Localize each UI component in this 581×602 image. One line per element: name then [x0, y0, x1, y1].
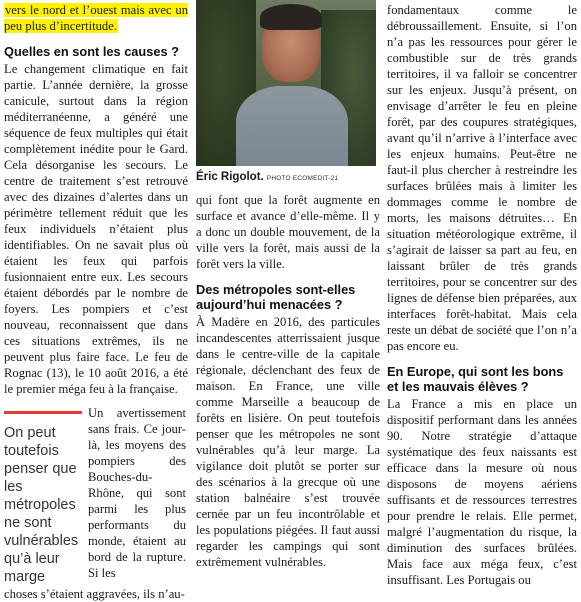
question-heading-europe: En Europe, qui sont les bons et les mauvais élèves ? — [387, 364, 564, 394]
photo-caption — [196, 170, 380, 186]
body-paragraph-strategy: fondamentaux comme le débroussaillement. Ensuite, si l’on n’a pas les ressources pour gérer le combustible sur de très grands territoires, il va falloir se concentrer sur les enjeux. Jusqu’à présent, on envisage d’arrêter le feu en pleine forêt, par des coupures stratégiques, avant qu’il n’arrive à l’interface avec les enjeux humains. Peut-être ne faut-il plus chercher à restreindre les surfaces brûlées mais à limiter les dommages comme le nombre de morts, les maisons détruites… En situation météorologique extrême, il s’agirait de laisser sa part au feu, en laissant brûler de très grands territoires, pour se concentrer sur des lignes de défense bien préparées, aux interfaces forêt-habitat. Mais cela reste un débat de société que l’on n’a pas encore eu. — [387, 3, 577, 353]
article-column-2 — [196, 0, 380, 570]
caption-credit: PHOTO ECOMEDIT-21 — [266, 175, 339, 182]
caption-name: Éric Rigolot. — [196, 171, 264, 183]
pullquote: On peut toutefois penser que les métropoles ne sont vulnérables qu’à leur marge — [4, 411, 82, 586]
body-paragraph-europe: La France a mis en place un dispositif performant dans les années 90. Notre stratégie d’attaque systématique des feux naissants est efficace dans la mesure où nous disposons de moyens aériens suffisants et de ressources terrestres pour prendre le relais. Elle permet, malgré l’augmentation du risque, la diminution des surfaces brûlées. Mais face aux méga feux, c’est insuffisant. Les Portugais ou — [387, 397, 577, 587]
body-paragraph-continuation: choses s’étaient aggravées, ils n’au- — [4, 587, 185, 601]
intro-paragraph: vers le nord et l’ouest mais avec un peu plus d’incertitude. — [4, 3, 188, 33]
pullquote-wrap — [4, 405, 188, 586]
article-column-1 — [4, 0, 188, 602]
question-heading-metropoles: Des métropoles sont-elles aujourd’hui menacées ? — [196, 282, 356, 312]
body-paragraph-causes: Le changement climatique en fait partie. L’année dernière, la grosse canicule, surtout dans la région méditerranéenne, a généré une séquence de feux multiples qui était complètement inédite pour le Gard. Cela désorganise les secours. Le centre de traitement s’est retrouvé avec des dizaines d’alertes dans un périmètre tellement réduit que les feux individuels n’étaient plus identifiables. On ne savait plus où étaient les feux qui parfois fusionnaient entre eux. Les secours étaient débordés par le nombre de foyers. Les pompiers et c’est nouveau, reconnaissent que dans ces situations extrêmes, ils ne peuvent plus faire face. Le feu de Rognac (13), le 10 août 2016, a été le premier méga feu à la française. — [4, 62, 188, 396]
portrait-photo — [196, 0, 376, 166]
article-column-3 — [387, 0, 577, 588]
body-paragraph-warning: Un avertissement sans frais. Ce jour-là, les moyens des pompiers des Bouches-du-Rhône, qui sont parmi les plus performants du monde, étaient au bord de la rupture. Si les — [88, 406, 186, 580]
body-paragraph-metropoles: À Madère en 2016, des particules incandescentes atterrissaient jusque dans le centre-ville de la capitale régionale, déclenchant des feux de maison. En France, une ville comme Marseille a beaucoup de forêts en lisière. On peut toutefois penser que les métropoles ne sont vulnérables qu’à leur marge. La vigilance doit plutôt se porter sur des scénarios à la grecque où une station balnéaire s’est trouvée cernée par un feu incontrôlable et les populations piégées. Il faut aussi regarder les campings qui sont extrêmement vulnérables. — [196, 315, 380, 569]
question-heading-causes: Quelles en sont les causes ? — [4, 44, 179, 59]
body-paragraph-forest: qui font que la forêt augmente en surface et avance d’elle-même. Il y a donc un double mouvement, de la ville vers la forêt, mais aussi de la forêt vers la ville. — [196, 193, 380, 271]
